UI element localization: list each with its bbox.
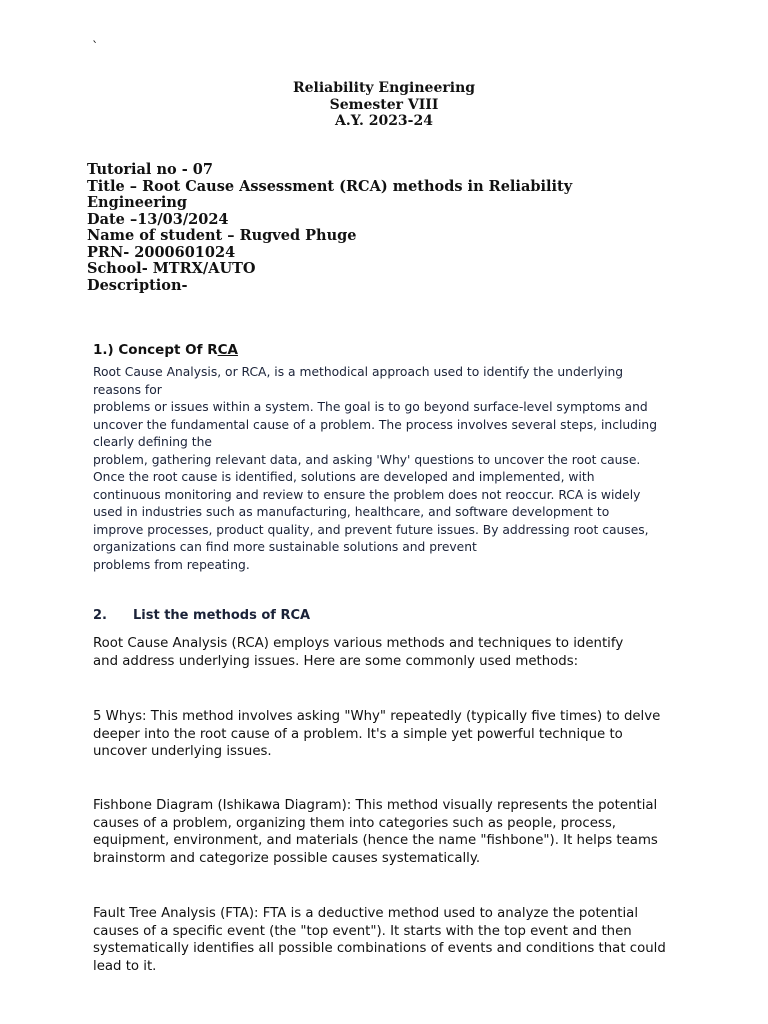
section2-title xyxy=(93,608,310,623)
section2-intro xyxy=(93,635,693,670)
header-year: A.Y. 2023-24 xyxy=(335,113,433,129)
fishbone-line: causes of a problem, organizing them into categories such as people, process, xyxy=(93,815,616,831)
section1-line: Once the root cause is identified, solutions are developed and implemented, with xyxy=(93,470,595,484)
section2-number: 2. xyxy=(93,608,107,623)
intro-line: Root Cause Analysis (RCA) employs various methods and techniques to identify xyxy=(93,636,624,651)
section1-line: problem, gathering relevant data, and asking 'Why' questions to uncover the root cause. xyxy=(93,452,641,467)
section1-line: Root Cause Analysis, or RCA, is a methodical approach used to identify the underlying xyxy=(93,365,624,379)
student-prn: PRN- 2000601024 xyxy=(87,243,236,261)
method-fta xyxy=(93,905,693,975)
section1-line: problems from repeating. xyxy=(93,557,250,572)
tutorial-meta xyxy=(87,162,627,294)
whys-line: uncover underlying issues. xyxy=(93,744,272,760)
section1-title-underlined: CA xyxy=(217,342,238,358)
description-label: Description- xyxy=(87,276,188,294)
section1-line: uncover the fundamental cause of a problem. The process involves several steps, including xyxy=(93,417,658,432)
section2-title-text: List the methods of RCA xyxy=(133,608,311,623)
document-header xyxy=(0,80,768,130)
student-name: Name of student – Rugved Phuge xyxy=(87,227,357,244)
header-semester: Semester VIII xyxy=(329,96,439,113)
fishbone-line: Fishbone Diagram (Ishikawa Diagram): This method visually represents the potential xyxy=(93,798,658,813)
section1-line: clearly defining the xyxy=(93,435,212,449)
tutorial-number: Tutorial no - 07 xyxy=(87,161,213,178)
tutorial-title-line1: Title – Root Cause Assessment (RCA) methods in Reliability xyxy=(87,177,573,195)
fishbone-line: equipment, environment, and materials (hence the name "fishbone"). It helps teams xyxy=(93,833,658,849)
section1-line: continuous monitoring and review to ensure the problem does not reoccur. RCA is widely xyxy=(93,487,641,502)
whys-line: 5 Whys: This method involves asking "Why" repeatedly (typically five times) to delve xyxy=(93,709,661,724)
tutorial-date: Date –13/03/2024 xyxy=(87,210,229,228)
section1-line: used in industries such as manufacturing, healthcare, and software development to xyxy=(93,505,610,519)
header-subject: Reliability Engineering xyxy=(292,80,476,96)
section1-line: problems or issues within a system. The goal is to go beyond surface-level symptoms and xyxy=(93,400,648,414)
fishbone-line: brainstorm and categorize possible causes systematically. xyxy=(93,850,481,866)
section1-line: reasons for xyxy=(93,382,162,397)
fta-line: Fault Tree Analysis (FTA): FTA is a deductive method used to analyze the potential xyxy=(93,906,639,921)
section1-body xyxy=(93,364,688,574)
fta-line: causes of a specific event (the "top event"). It starts with the top event and then xyxy=(93,923,632,939)
student-school: School- MTRX/AUTO xyxy=(87,260,256,277)
method-5-whys xyxy=(93,708,693,761)
fta-line: systematically identifies all possible combinations of events and conditions that could xyxy=(93,941,666,957)
whys-line: deeper into the root cause of a problem. It's a simple yet powerful technique to xyxy=(93,726,623,742)
tutorial-title-line2: Engineering xyxy=(87,194,188,211)
section1-title xyxy=(93,342,238,358)
fta-line: lead to it. xyxy=(93,958,157,974)
section1-line: organizations can find more sustainable solutions and prevent xyxy=(93,540,477,554)
section1-line: improve processes, product quality, and prevent future issues. By addressing root causes, xyxy=(93,522,649,537)
intro-line: and address underlying issues. Here are some commonly used methods: xyxy=(93,653,579,669)
method-fishbone xyxy=(93,797,693,867)
stray-mark: ` xyxy=(92,40,99,55)
section1-title-prefix: 1.) Concept Of R xyxy=(93,342,218,358)
